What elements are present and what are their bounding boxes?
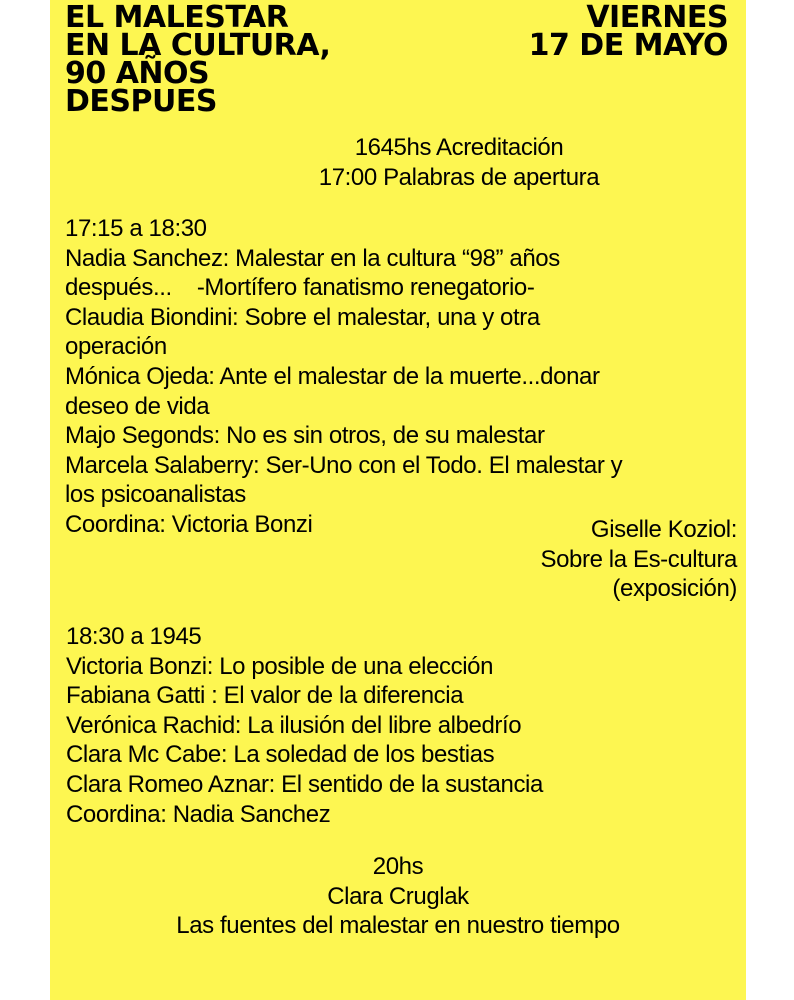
session-talk-line: deseo de vida <box>65 392 210 420</box>
opening-schedule <box>50 133 746 192</box>
exhibition-title: Sobre la Es-cultura <box>540 545 737 573</box>
session-talk-line: Majo Segonds: No es sin otros, de su malestar <box>65 422 545 450</box>
exhibition-author: Giselle Koziol: <box>590 516 737 543</box>
session-coordinator: Coordina: Victoria Bonzi <box>65 510 313 538</box>
session-time: 18:30 a 1945 <box>66 623 202 650</box>
event-date-weekday: VIERNES <box>586 0 728 35</box>
closing-title: Las fuentes del malestar en nuestro tiempo <box>176 912 620 940</box>
session-talk-line: Victoria Bonzi: Lo posible de una elección <box>66 652 494 680</box>
closing-speaker: Clara Cruglak <box>327 882 469 910</box>
session-talk-line: después... -Mortífero fanatismo renegatorio- <box>65 274 535 302</box>
event-title-line: EN LA CULTURA, <box>65 28 331 63</box>
event-title-line: DESPUES <box>65 84 217 119</box>
event-poster <box>50 0 746 1000</box>
event-title-line: 90 AÑOS <box>65 56 210 91</box>
opening-words-line: 17:00 Palabras de apertura <box>318 163 600 191</box>
session-talk-line: Verónica Rachid: La ilusión del libre albedrío <box>66 711 522 739</box>
event-date-day: 17 DE MAYO <box>528 28 728 63</box>
exhibition-note <box>541 515 738 604</box>
session-talk-line: Marcela Salaberry: Ser-Uno con el Todo. El malestar y <box>65 451 623 479</box>
session-talk-line: Claudia Biondini: Sobre el malestar, una y otra <box>65 303 540 331</box>
session-talk-line: Nadia Sanchez: Malestar en la cultura “98” años <box>65 244 560 272</box>
session-talk-line: los psicoanalistas <box>65 481 246 509</box>
session-coordinator: Coordina: Nadia Sanchez <box>66 800 331 828</box>
closing-lecture <box>50 852 746 941</box>
session-talk-line: Clara Romeo Aznar: El sentido de la sustancia <box>66 770 543 798</box>
session-time: 17:15 a 18:30 <box>65 215 207 242</box>
event-date <box>528 0 728 63</box>
exhibition-type: (exposición) <box>612 575 737 603</box>
session-2 <box>66 622 543 829</box>
event-title <box>65 0 331 119</box>
event-title-line: EL MALESTAR <box>65 0 289 35</box>
session-1 <box>65 214 622 540</box>
accreditation-line: 1645hs Acreditación <box>354 134 564 161</box>
session-talk-line: Mónica Ojeda: Ante el malestar de la muerte...donar <box>65 362 600 390</box>
session-talk-line: Clara Mc Cabe: La soledad de los bestias <box>66 741 495 769</box>
session-talk-line: Fabiana Gatti : El valor de la diferencia <box>66 682 464 710</box>
session-talk-line: operación <box>65 333 167 361</box>
closing-time: 20hs <box>372 853 424 880</box>
